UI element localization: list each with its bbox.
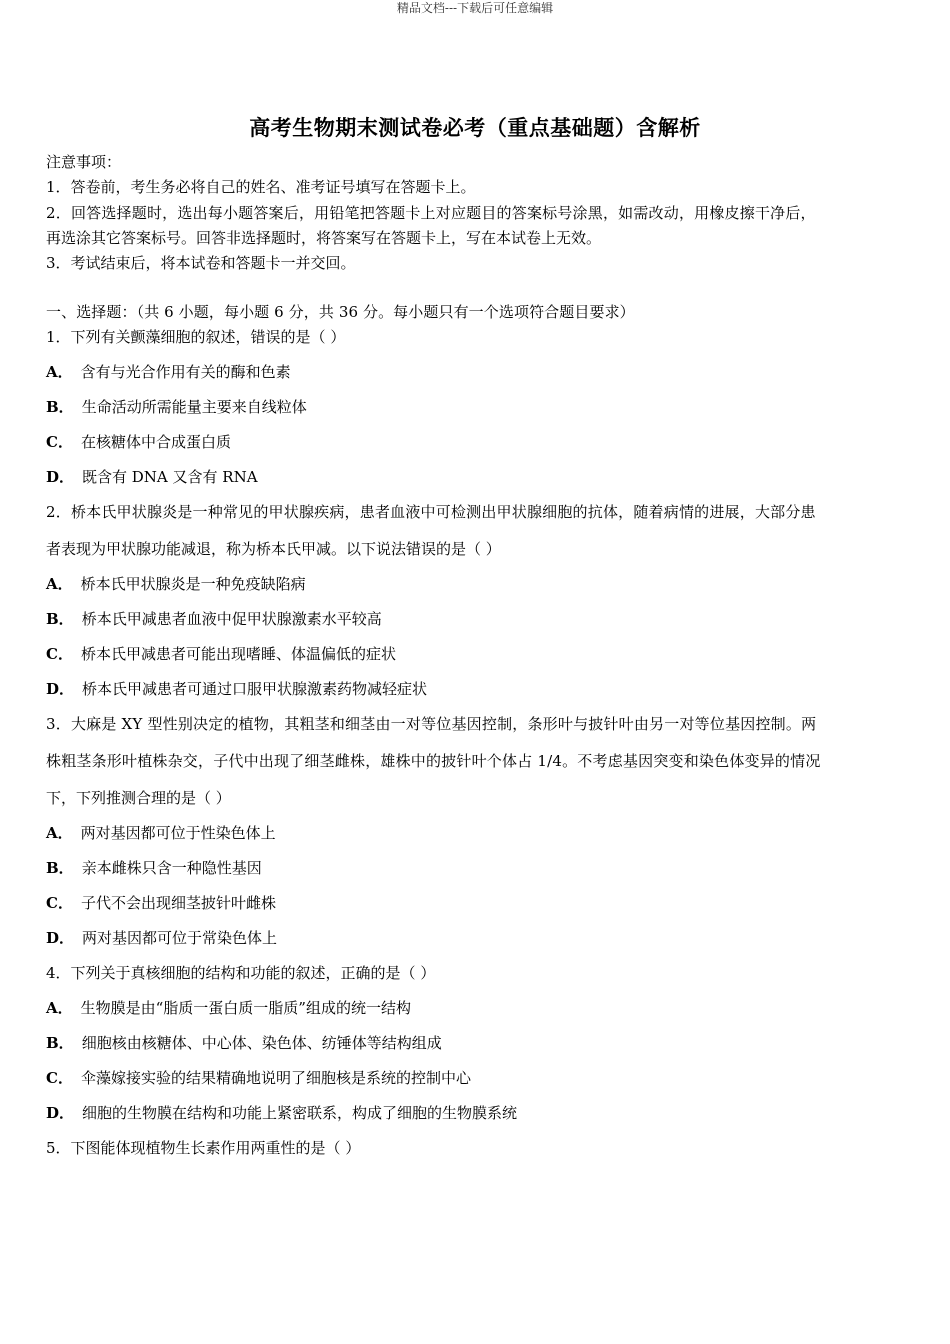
question-stem: 3．大麻是 XY 型性别决定的植物，其粗茎和细茎由一对等位基因控制，条形叶与披针叶由另一对等位基因控制。两 [46,715,817,733]
option-text: 桥本氏甲状腺炎是一种免疫缺陷病 [80,575,306,593]
option-c [46,1068,471,1088]
option-text: 两对基因都可位于常染色体上 [82,929,278,947]
question-stem: 株粗茎条形叶植株杂交，子代中出现了细茎雌株，雄株中的披针叶个体占 1/4。不考虑基因突变和染色体变异的情况 [46,752,821,770]
option-letter: C． [46,433,73,451]
option-letter: C． [46,645,73,663]
question-stem: 者表现为甲状腺功能减退，称为桥本氏甲减。以下说法错误的是（ ） [46,540,501,558]
option-text: 细胞的生物膜在结构和功能上紧密联系，构成了细胞的生物膜系统 [82,1104,518,1122]
notice-item: 1．答卷前，考生务必将自己的姓名、准考证号填写在答题卡上。 [46,178,476,196]
option-letter: A． [46,999,73,1017]
notice-item: 2．回答选择题时，选出每小题答案后，用铅笔把答题卡上对应题目的答案标号涂黑，如需改动，用橡皮擦干净后， [46,204,816,222]
option-c [46,644,396,664]
option-text: 生物膜是由“脂质一蛋白质一脂质”组成的统一结构 [80,999,411,1017]
option-d [46,467,258,487]
option-letter: A． [46,824,73,842]
option-letter: A． [46,575,73,593]
question-stem: 4．下列关于真核细胞的结构和功能的叙述，正确的是（ ） [46,964,436,982]
option-a [46,823,276,843]
question-stem: 下，下列推测合理的是（ ） [46,789,231,807]
option-letter: C． [46,894,73,912]
page-header: 精品文档---下载后可任意编辑 [396,1,554,15]
option-text: 在核糖体中合成蛋白质 [80,433,231,451]
option-letter: C． [46,1069,73,1087]
section-heading: 一、选择题：（共 6 小题，每小题 6 分，共 36 分。每小题只有一个选项符合题目要求） [46,303,635,321]
option-text: 含有与光合作用有关的酶和色素 [80,363,291,381]
option-text: 桥本氏甲减患者可能出现嗜睡、体温偏低的症状 [80,645,396,663]
option-letter: A． [46,363,73,381]
option-letter: B． [46,859,74,877]
option-letter: D． [46,1104,75,1122]
option-letter: B． [46,1034,74,1052]
option-letter: B． [46,398,74,416]
option-text: 生命活动所需能量主要来自线粒体 [81,398,307,416]
option-text: 伞藻嫁接实验的结果精确地说明了细胞核是系统的控制中心 [80,1069,471,1087]
option-a [46,998,411,1018]
option-a [46,574,306,594]
question-stem: 2．桥本氏甲状腺炎是一种常见的甲状腺疾病，患者血液中可检测出甲状腺细胞的抗体，随着病情的进展，大部分患 [46,503,816,521]
notice-heading: 注意事项： [46,153,122,171]
option-c [46,432,231,452]
option-letter: D． [46,468,75,486]
option-b [46,609,382,629]
option-b [46,858,262,878]
question-stem: 5．下图能体现植物生长素作用两重性的是（ ） [46,1139,361,1157]
option-text: 亲本雌株只含一种隐性基因 [81,859,262,877]
option-text: 桥本氏甲减患者可通过口服甲状腺激素药物减轻症状 [82,680,428,698]
option-b [46,1033,442,1053]
question-stem: 1．下列有关颤藻细胞的叙述，错误的是（ ） [46,328,346,346]
option-text: 两对基因都可位于性染色体上 [80,824,276,842]
notice-item: 再选涂其它答案标号。回答非选择题时，将答案写在答题卡上，写在本试卷上无效。 [46,229,602,247]
document-title: 高考生物期末测试卷必考（重点基础题）含解析 [249,116,701,140]
option-text: 子代不会出现细茎披针叶雌株 [80,894,276,912]
option-b [46,397,307,417]
option-d [46,679,427,699]
option-a [46,362,291,382]
option-letter: B． [46,610,74,628]
option-letter: D． [46,680,75,698]
option-text: 既含有 DNA 又含有 RNA [82,468,258,486]
option-d [46,1103,517,1123]
option-text: 桥本氏甲减患者血液中促甲状腺激素水平较高 [81,610,382,628]
option-text: 细胞核由核糖体、中心体、染色体、纺锤体等结构组成 [81,1034,442,1052]
option-d [46,928,277,948]
notice-item: 3．考试结束后，将本试卷和答题卡一并交回。 [46,254,356,272]
option-c [46,893,276,913]
option-letter: D． [46,929,75,947]
